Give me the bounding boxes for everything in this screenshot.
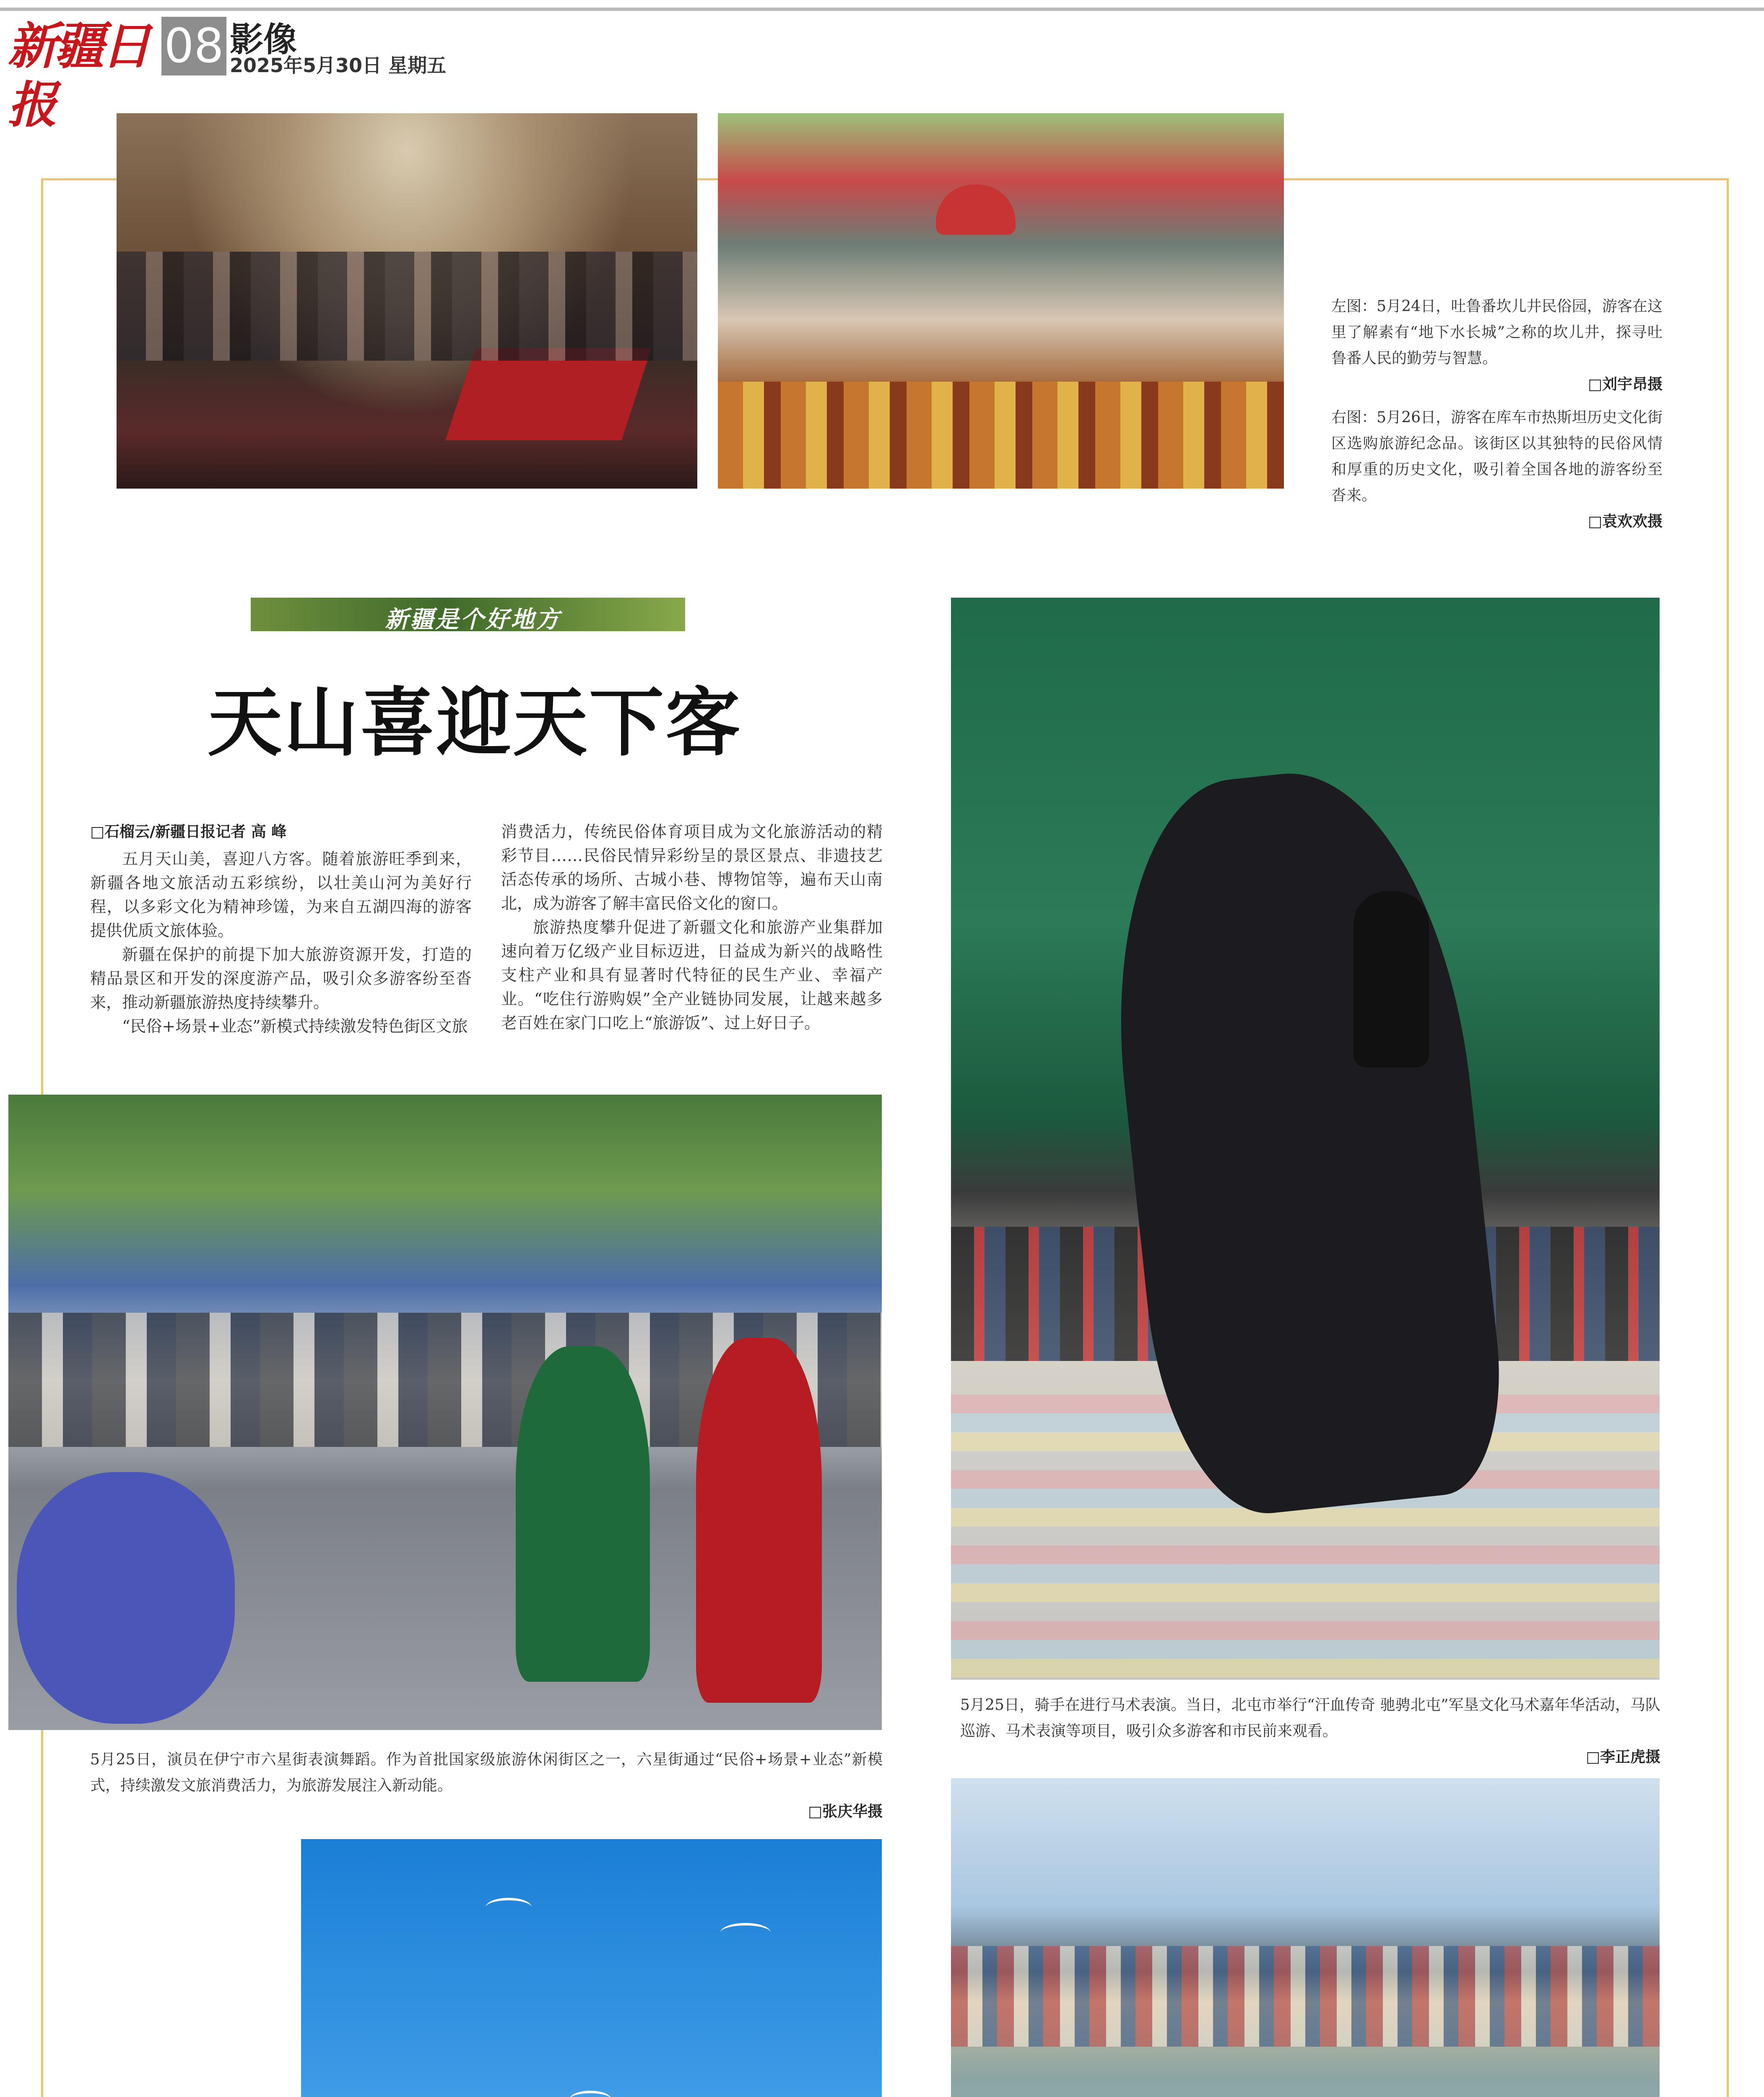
photo-gulls (301, 1839, 882, 2097)
credit-horse: □李正虎摄 (1585, 1748, 1660, 1766)
column-banner (251, 598, 685, 631)
credit-dance: □张庆华摄 (808, 1803, 883, 1820)
tourist-crowd (117, 252, 697, 361)
byline: □石榴云/新疆日报记者 高 峰 (90, 823, 287, 840)
issue-date: 2025年5月30日 星期五 (230, 54, 447, 77)
caption-top-right: 右图：5月26日，游客在库车市热斯坦历史文化街区选购旅游纪念品。该街区以其独特的民俗风情和厚重的历史文化，吸引着全国各地的游客纷至沓来。 □袁欢欢摄 (1331, 405, 1663, 535)
gull (486, 1898, 532, 1917)
masthead-rule (0, 8, 1764, 11)
photo-street-dance (8, 1095, 882, 1730)
paragraph: 消费活力，传统民俗体育项目成为文化旅游活动的精彩节目……民俗民情异彩纷呈的景区景点、非遗技艺活态传承的场所、古城小巷、博物馆等，遍布天山南北，成为游客了解丰富民俗文化的窗口。 (501, 822, 883, 913)
credit-top-left: □刘宇昂摄 (1587, 376, 1663, 393)
gull (720, 1923, 771, 1942)
credit-top-right: □袁欢欢摄 (1587, 513, 1663, 530)
newspaper-logo: 新疆日报 (8, 17, 149, 134)
paragraph: 五月天山美，喜迎八方客。随着旅游旺季到来，新疆各地文旅活动五彩缤纷，以壮美山河为美好行程，以多彩文化为精神珍馐，为来自五湖四海的游客提供优质文旅体验。 (90, 850, 472, 940)
red-cap (936, 185, 1016, 235)
red-dress-dancer (696, 1338, 822, 1703)
caption-dance: 5月25日，演员在伊宁市六星街表演舞蹈。作为首批国家级旅游休闲街区之一，六星街通过“民俗+场景+业态”新模式，持续激发文旅消费活力，为旅游发展注入新动能。 □张庆华摄 (90, 1747, 883, 1825)
seated-woman (17, 1472, 235, 1724)
paragraph: 旅游热度攀升促进了新疆文化和旅游产业集群加速向着万亿级产业目标迈进，日益成为新兴的战略性支柱产业和具有显著时代特征的民生产业、幸福产业。“吃住行游购娱”全产业链协同发展，让越来越多老百姓在家门口吃上“旅游饭”、过上好日子。 (501, 918, 883, 1032)
article-column-left (90, 847, 472, 1038)
caption-top-left: 左图：5月24日，吐鲁番坎儿井民俗园，游客在这里了解素有“地下水长城”之称的坎儿井，探寻吐鲁番人民的勤劳与智慧。 □刘宇昂摄 (1331, 294, 1663, 398)
headline: 天山喜迎天下客 (208, 679, 742, 766)
caption-horse: 5月25日，骑手在进行马术表演。当日，北屯市举行“汗血传奇 驰骋北屯”军垦文化马术嘉年华活动，马队巡游、马术表演等项目，吸引众多游客和市民前来观看。 □李正虎摄 (960, 1692, 1660, 1770)
page-number: 08 (161, 17, 226, 75)
photo-karez-cave (117, 113, 697, 489)
rider (1354, 891, 1429, 1067)
photo-salt-lake (951, 1778, 1660, 2097)
photo-horse-show (951, 598, 1660, 1680)
article-column-right (501, 820, 883, 1035)
male-dancer (516, 1346, 650, 1682)
paragraph: “民俗+场景+业态”新模式持续激发特色街区文旅 (122, 1017, 468, 1035)
gull (569, 2091, 611, 2097)
copper-wares (718, 382, 1284, 489)
banner-text: 新疆是个好地方 (385, 606, 561, 633)
paragraph: 新疆在保护的前提下加大旅游资源开发，打造的精品景区和开发的深度游产品，吸引众多游客纷至沓来，推动新疆旅游热度持续攀升。 (90, 945, 472, 1012)
red-wagon (445, 348, 651, 440)
photo-souvenir-market (718, 113, 1284, 489)
section-title: 影像 (230, 20, 297, 59)
beach-crowd (951, 1946, 1660, 2047)
